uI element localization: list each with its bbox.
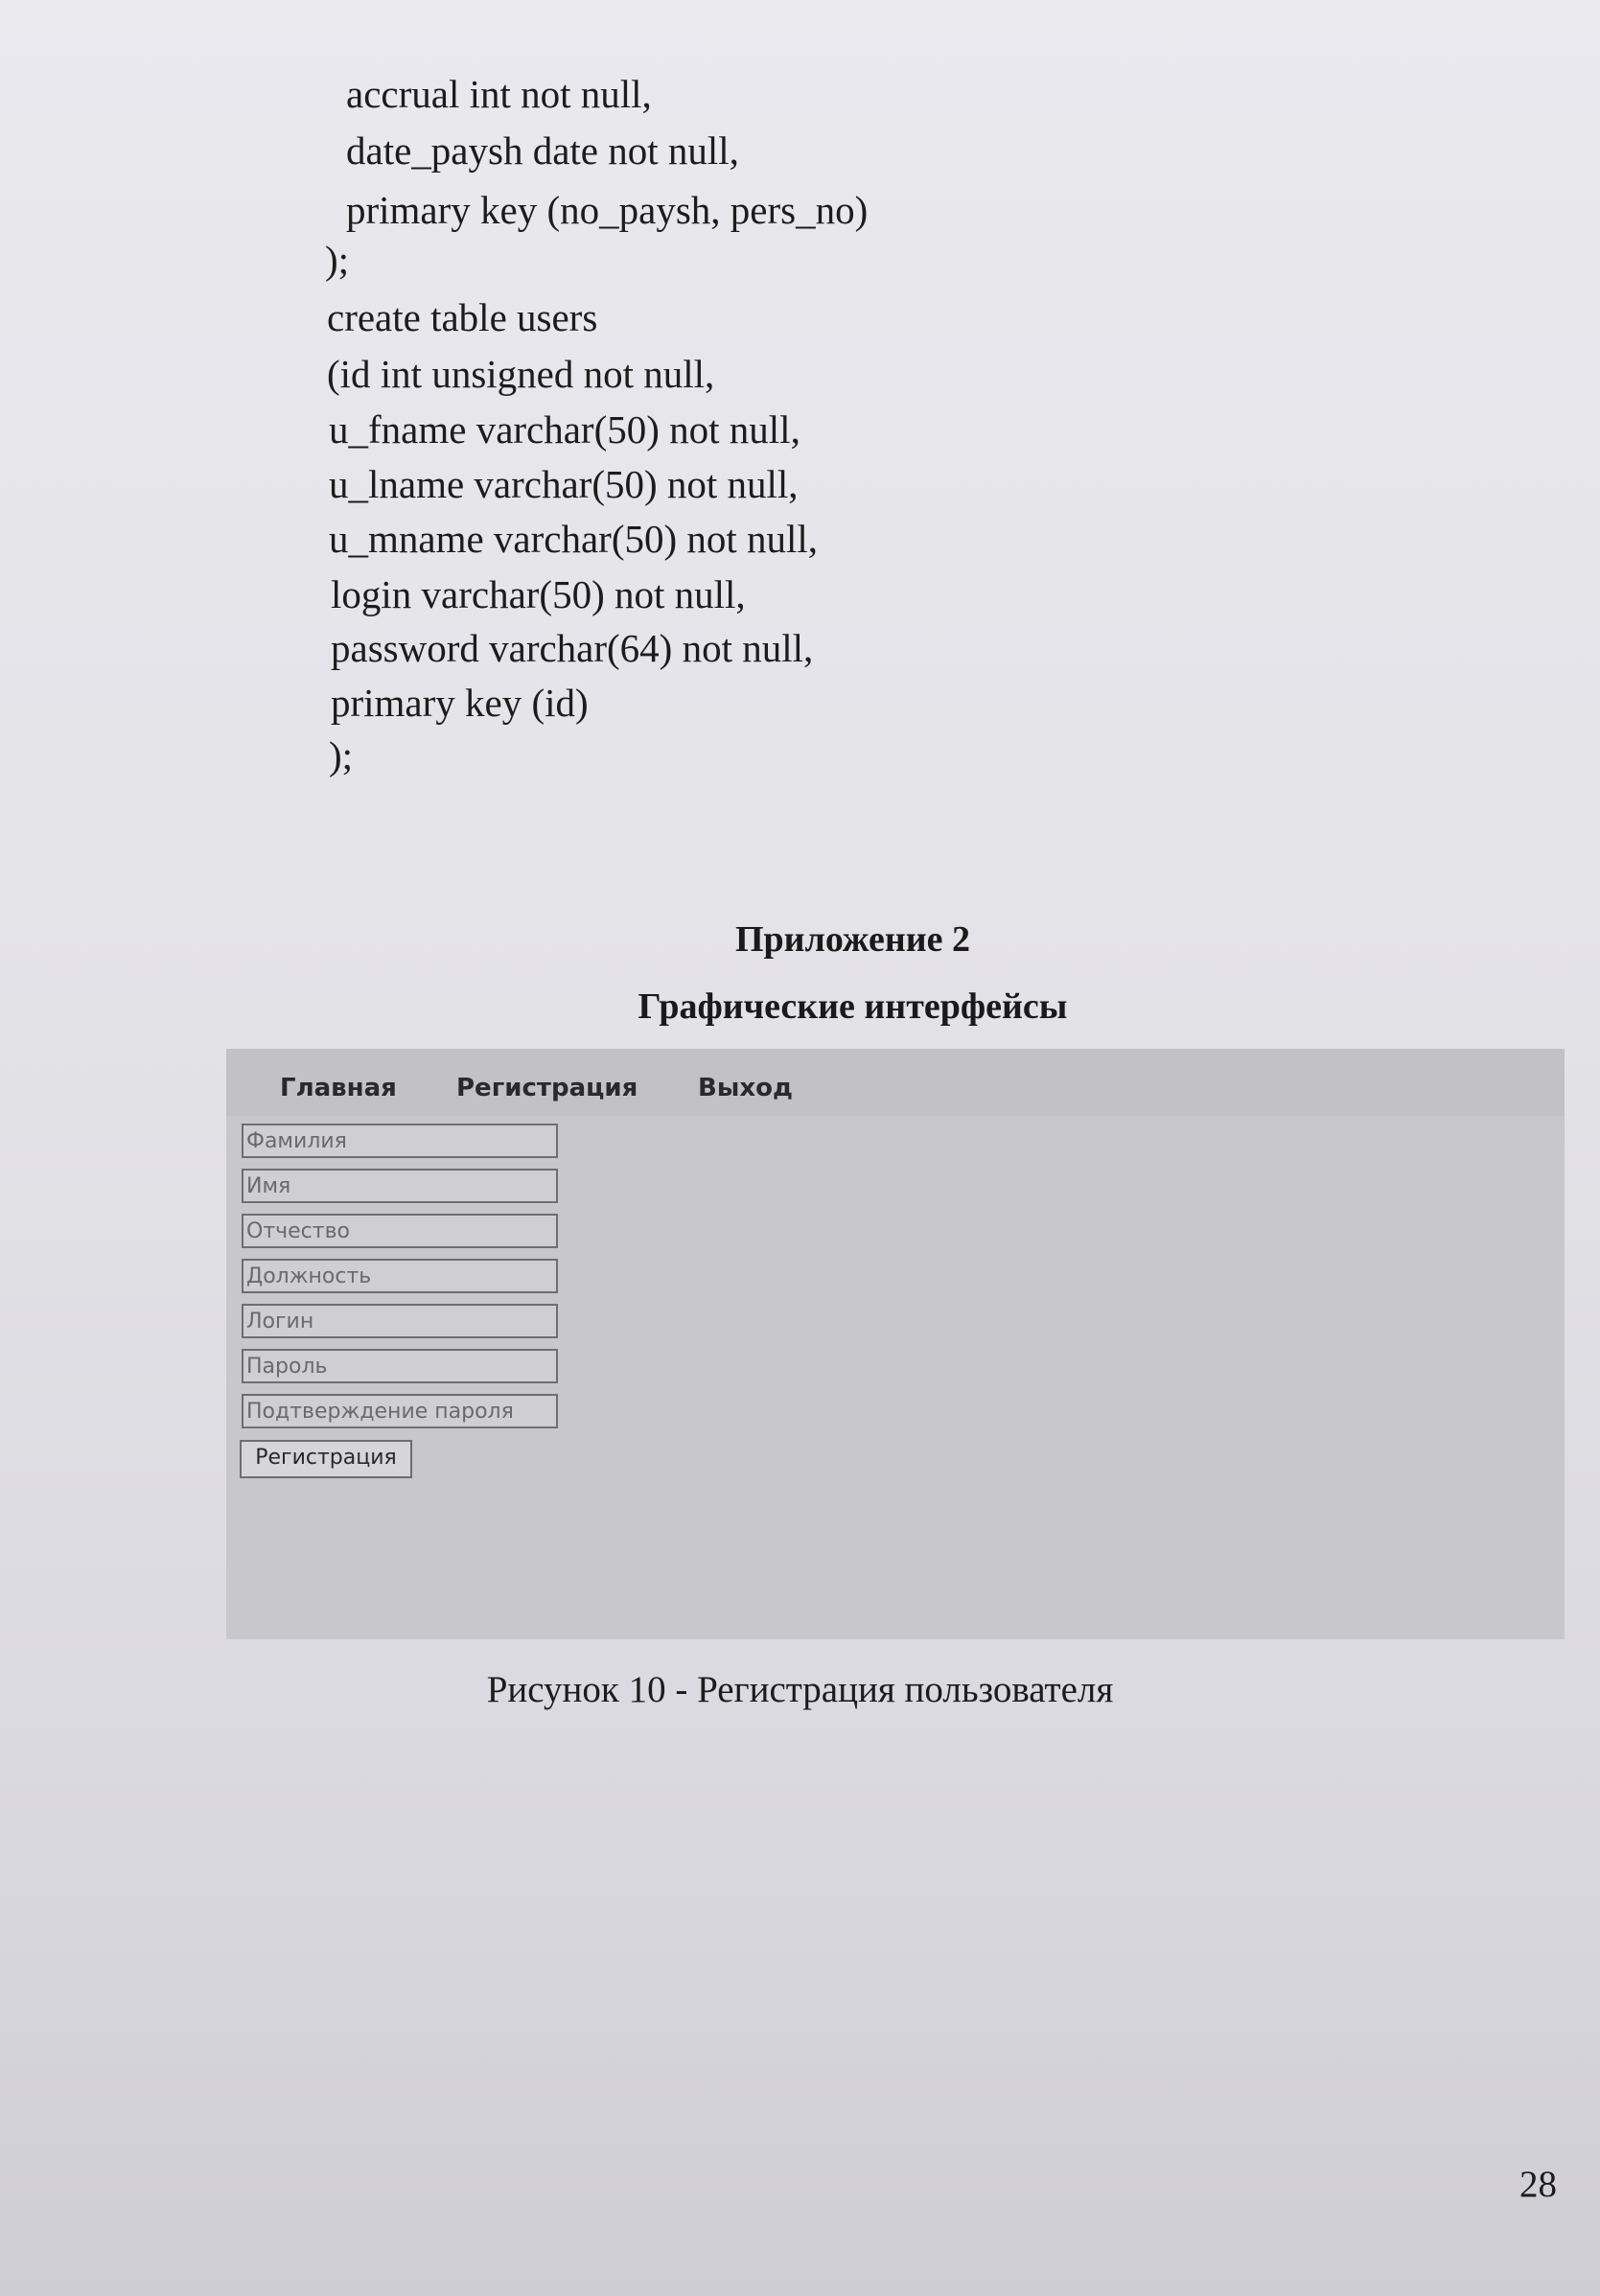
last-name-input[interactable]: Фамилия xyxy=(242,1124,558,1158)
code-line: login varchar(50) not null, xyxy=(331,572,746,616)
code-line: u_fname varchar(50) not null, xyxy=(329,407,800,452)
code-line: password varchar(64) not null, xyxy=(331,626,814,670)
code-line: primary key (no_paysh, pers_no) xyxy=(346,188,869,232)
code-line: u_lname varchar(50) not null, xyxy=(329,462,799,506)
code-line: ); xyxy=(329,733,354,777)
code-line: accrual int not null, xyxy=(346,72,652,116)
first-name-input[interactable]: Имя xyxy=(242,1169,558,1203)
password-input[interactable]: Пароль xyxy=(242,1349,558,1383)
appendix-subtitle: Графические интерфейсы xyxy=(638,986,1068,1027)
position-input[interactable]: Должность xyxy=(242,1259,558,1293)
register-button[interactable]: Регистрация xyxy=(240,1440,412,1478)
code-line: u_mname varchar(50) not null, xyxy=(329,517,819,561)
middle-name-input[interactable]: Отчество xyxy=(242,1214,558,1248)
nav-home-link[interactable]: Главная xyxy=(280,1074,397,1102)
password-confirm-input[interactable]: Подтверждение пароля xyxy=(242,1394,558,1428)
code-line: date_paysh date not null, xyxy=(346,128,739,173)
code-line: (id int unsigned not null, xyxy=(327,352,715,396)
appendix-title: Приложение 2 xyxy=(734,919,971,960)
nav-registration-link[interactable]: Регистрация xyxy=(456,1074,638,1102)
code-line: create table users xyxy=(327,295,598,339)
registration-screenshot xyxy=(226,1049,1565,1639)
login-input[interactable]: Логин xyxy=(242,1304,558,1338)
nav-logout-link[interactable]: Выход xyxy=(698,1074,793,1102)
code-line: primary key (id) xyxy=(331,681,589,725)
nav-bar xyxy=(226,1049,1565,1116)
figure-caption: Рисунок 10 - Регистрация пользователя xyxy=(486,1669,1114,1710)
code-line: ); xyxy=(325,238,350,282)
page-number: 28 xyxy=(1519,2164,1557,2205)
